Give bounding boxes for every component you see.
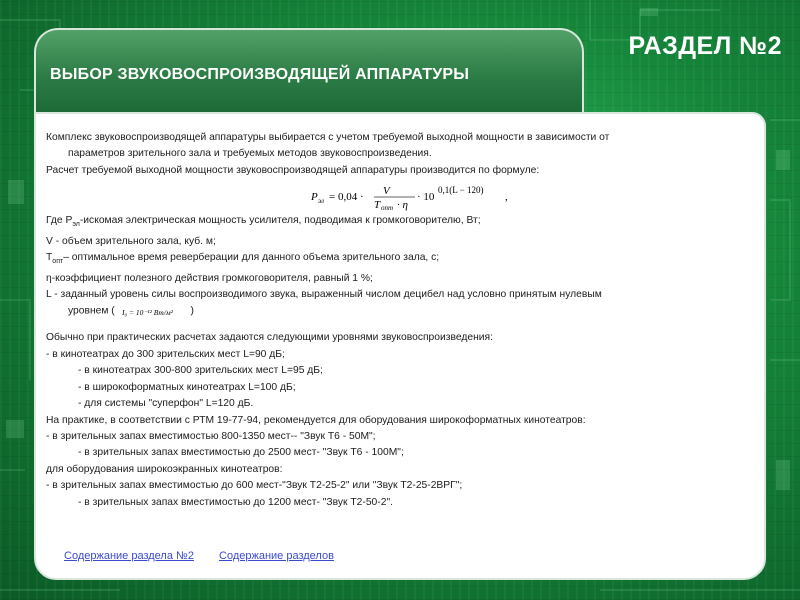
calc-text: Расчет требуемой выходной мощности звуковоспроизводящей аппаратуры производится по формуле: <box>46 164 540 176</box>
power-formula-graphic <box>311 183 521 213</box>
def-level: L - заданный уровень силы воспроизводимого звука, выраженный числом децибел над условно принятым нулевым <box>46 288 602 300</box>
header-panel <box>34 28 584 112</box>
wide-screen-intro: для оборудования широкоэкранных кинотеатров: <box>46 463 283 475</box>
svg-text:= 0,04 ·: = 0,04 · <box>329 191 364 204</box>
svg-text:T: T <box>374 199 381 212</box>
def-volume: V - объем зрительного зала, куб. м; <box>46 235 216 247</box>
svg-text:,: , <box>505 191 508 204</box>
def-reverb: $T_{опт}-$ оптимальное время реверберации для данного объема зрительного зала, с; <box>46 252 440 266</box>
svg-text:опт: опт <box>381 204 394 213</box>
power-formula <box>46 179 754 213</box>
svg-text:P: P <box>311 191 318 204</box>
level-item: - в кинотеатрах 300-800 зрительских мест L=95 дБ; <box>78 365 323 377</box>
practice-text: На практике, в соответствии с РТМ 19-77-94, рекомендуется для оборудования широкоформатных кинотеатров: <box>46 414 586 426</box>
svg-text:V: V <box>383 185 390 198</box>
svg-text:I₀ = 10⁻¹² Вт/м²: I₀ = 10⁻¹² Вт/м² <box>121 308 173 318</box>
level-item: - в широкоформатных кинотеатрах L=100 дБ; <box>78 381 296 393</box>
wide-screen-item: - в зрительных запах вместимостью до 1200 мест- "Звук Т2-50-2". <box>78 496 393 508</box>
zero-level-formula <box>118 303 188 319</box>
usually-text: Обычно при практических расчетах задаются следующими уровнями звуковоспроизведения: <box>46 332 493 344</box>
wide-item: - в зрительных запах вместимостью до 2500 мест- "Звук Т6 - 100М"; <box>78 447 404 459</box>
level-item: - для системы "суперфон" L=120 дБ. <box>78 398 254 410</box>
section-title: РАЗДЕЛ №2 <box>628 32 782 60</box>
svg-text:· 10: · 10 <box>417 191 435 204</box>
svg-text:· η: · η <box>397 199 408 212</box>
intro-text: Комплекс звуковоспроизводящей аппаратуры выбирается с учетом требуемой выходной мощности в зависимости от <box>46 132 610 143</box>
wide-item: - в зрительных запах вместимостью 800-1350 мест-- "Звук Т6 - 50М"; <box>46 430 376 442</box>
link-all-contents[interactable]: Содержание разделов <box>219 549 334 562</box>
level-item: - в кинотеатрах до 300 зрительских мест L=90 дБ; <box>46 348 285 360</box>
link-section-contents[interactable]: Содержание раздела №2 <box>64 549 194 562</box>
content-card <box>34 112 766 580</box>
svg-text:эл: эл <box>318 197 324 206</box>
intro-text-cont: параметров зрительного зала и требуемых методов звуковоспроизведения. <box>68 148 432 160</box>
page-title: ВЫБОР ЗВУКОВОСПРОИЗВОДЯЩЕЙ АППАРАТУРЫ <box>50 66 470 83</box>
def-efficiency: η-коэффициент полезного действия громкоговорителя, равный 1 %; <box>46 272 373 284</box>
footer-links <box>64 548 356 564</box>
svg-text:0,1(L − 120): 0,1(L − 120) <box>438 185 484 196</box>
def-power: Где $Р_{эл}$-искомая электрическая мощность усилителя, подводимая к громкоговорителю, Вт; <box>46 215 481 229</box>
def-level-cont: уровнем ( I₀ = 10⁻¹² Вт/м² ) <box>46 303 754 320</box>
wide-screen-item: - в зрительных запах вместимостью до 600 мест-"Звук Т2-25-2" или "Звук Т2-25-2ВРГ"; <box>46 480 463 492</box>
